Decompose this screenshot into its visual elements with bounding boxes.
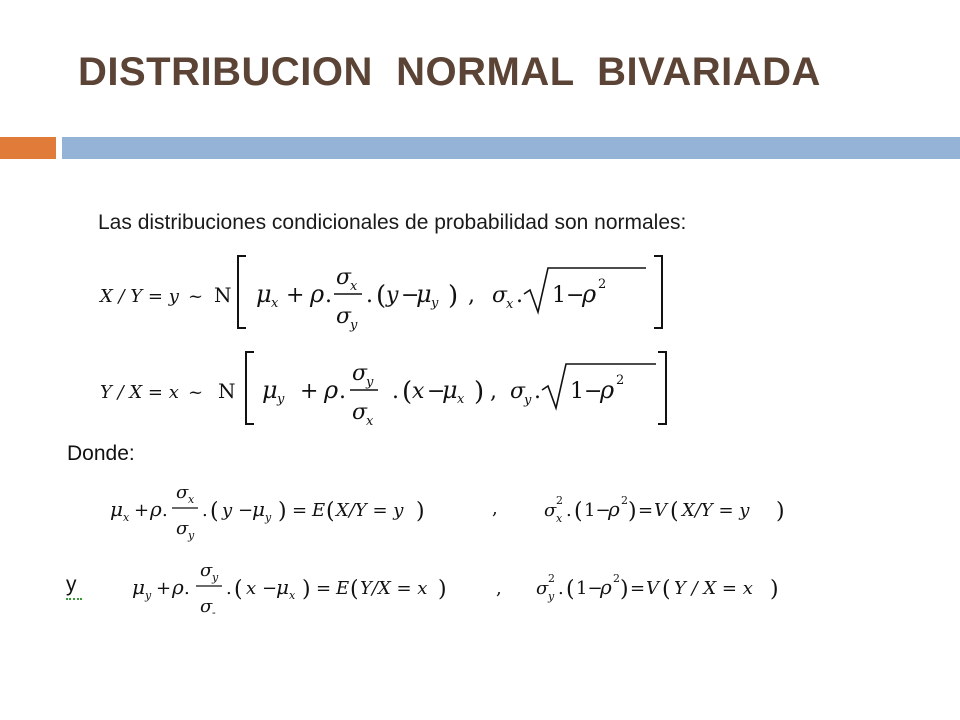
svg-text:.: . [558, 578, 564, 599]
svg-text:N: N [218, 379, 236, 403]
svg-text:Y/X = x: Y/X = x [360, 578, 428, 599]
svg-text:ρ: ρ [172, 575, 184, 599]
svg-text:+: + [134, 500, 150, 521]
formula-conditional-x-given-y [96, 250, 676, 332]
svg-text:E: E [312, 500, 326, 521]
svg-text:(: ( [402, 377, 413, 407]
svg-text:2: 2 [616, 373, 625, 388]
slide-title: DISTRIBUCION NORMAL BIVARIADA [78, 50, 821, 94]
svg-text:=: = [630, 578, 646, 599]
svg-text:+: + [156, 578, 172, 599]
svg-text:): ) [628, 499, 637, 524]
svg-text:x: x [271, 296, 279, 311]
svg-text:.: . [566, 500, 572, 521]
svg-text:σ: σ [176, 482, 189, 503]
svg-text:y: y [265, 511, 272, 524]
svg-text:ρ: ρ [150, 497, 162, 521]
svg-text:x: x [412, 379, 425, 404]
svg-text:y: y [366, 375, 374, 390]
svg-text:x: x [506, 297, 514, 312]
svg-text:y: y [431, 296, 439, 311]
svg-text:): ) [776, 499, 785, 524]
svg-text:μ: μ [276, 575, 289, 599]
svg-text:Y / X = x: Y / X = x [674, 578, 753, 599]
svg-text:μ: μ [132, 575, 145, 599]
svg-text:V: V [654, 500, 667, 521]
svg-text:=: = [292, 500, 308, 521]
svg-text:σ: σ [336, 265, 352, 290]
svg-text:.: . [162, 500, 168, 521]
svg-text:σ: σ [492, 283, 508, 308]
svg-text:.: . [325, 283, 332, 308]
svg-text:μ: μ [252, 497, 265, 521]
svg-text:x: x [350, 279, 358, 294]
svg-text:=: = [316, 578, 332, 599]
svg-text:σ: σ [336, 304, 352, 329]
svg-text:X/Y = y: X/Y = y [336, 500, 404, 521]
svg-text:ρ: ρ [600, 575, 612, 599]
svg-text:ρ: ρ [600, 376, 615, 404]
svg-text:,: , [490, 379, 497, 404]
svg-text:2: 2 [621, 494, 628, 507]
svg-text:ρ: ρ [324, 376, 339, 404]
svg-text:−: − [262, 578, 278, 599]
accent-bar-orange [0, 137, 56, 159]
formula-mean-x-given-y [106, 478, 466, 544]
intro-text: Las distribuciones condicionales de probabilidad son normales: [98, 211, 687, 234]
svg-text:,: , [468, 283, 475, 308]
svg-text:): ) [770, 577, 779, 602]
svg-text:σ: σ [352, 400, 368, 425]
donde-label: Donde: [67, 442, 135, 465]
svg-text:y: y [212, 571, 219, 584]
separator-comma: , [492, 498, 498, 519]
formula-variance-x-given-y [540, 478, 800, 544]
svg-text:μ: μ [110, 497, 123, 521]
svg-text:): ) [438, 577, 447, 602]
svg-text:+: + [286, 283, 305, 308]
svg-text:−: − [238, 500, 254, 521]
accent-bar-blue [62, 137, 960, 159]
svg-text:2: 2 [556, 494, 563, 507]
svg-text:1−: 1− [552, 283, 585, 308]
svg-text:−: − [427, 379, 446, 404]
svg-text:): ) [278, 499, 287, 524]
svg-text:~: ~ [188, 286, 204, 307]
svg-text:.: . [392, 379, 399, 404]
svg-text:(: ( [234, 577, 243, 602]
svg-text:x: x [556, 512, 563, 525]
svg-text:y: y [350, 318, 358, 333]
svg-text:(: ( [662, 577, 671, 602]
formula-conditional-y-given-x [96, 346, 676, 428]
svg-text:1−: 1− [570, 379, 603, 404]
svg-text:ρ: ρ [608, 497, 620, 521]
svg-text:.: . [366, 283, 373, 308]
svg-text:2: 2 [613, 572, 620, 585]
svg-text:+: + [300, 379, 319, 404]
svg-text:x: x [188, 493, 195, 506]
svg-text:σ: σ [544, 500, 557, 521]
svg-text:x: x [457, 392, 465, 407]
svg-text:Y / X = x: Y / X = x [100, 382, 179, 403]
svg-text:(: ( [326, 499, 335, 524]
svg-text:.: . [226, 578, 232, 599]
svg-text:(: ( [566, 577, 575, 602]
svg-text:2: 2 [598, 277, 607, 292]
svg-text:): ) [620, 577, 629, 602]
svg-text:ρ: ρ [582, 280, 597, 308]
svg-text:y: y [222, 500, 233, 521]
svg-text:y: y [548, 590, 555, 603]
formula-mean-y-given-x [128, 560, 468, 622]
svg-text:1−: 1− [576, 578, 603, 599]
svg-text:μ: μ [262, 376, 278, 404]
svg-text:.: . [339, 379, 346, 404]
svg-text:-: - [212, 606, 216, 619]
svg-text:σ: σ [176, 518, 189, 539]
svg-text:ρ: ρ [310, 280, 325, 308]
svg-text:y: y [277, 392, 285, 407]
svg-text:~: ~ [188, 382, 204, 403]
svg-text:σ: σ [352, 361, 368, 386]
svg-text:y: y [145, 589, 152, 602]
svg-text:(: ( [210, 499, 219, 524]
svg-text:x: x [246, 578, 257, 599]
svg-text:1−: 1− [584, 500, 611, 521]
svg-text:2: 2 [548, 572, 555, 585]
svg-text:): ) [448, 281, 459, 311]
svg-text:σ: σ [536, 578, 549, 599]
connector-y-text: y [66, 573, 77, 596]
spellcheck-underline [66, 595, 82, 600]
connector-y [66, 573, 77, 597]
svg-text:.: . [202, 500, 208, 521]
svg-text:): ) [416, 499, 425, 524]
svg-text:=: = [638, 500, 654, 521]
svg-text:y: y [188, 529, 195, 542]
svg-text:σ: σ [510, 379, 526, 404]
svg-text:(: ( [376, 281, 387, 311]
svg-text:E: E [336, 578, 350, 599]
svg-text:.: . [516, 283, 523, 308]
svg-text:σ: σ [200, 596, 213, 617]
svg-text:.: . [184, 578, 190, 599]
svg-text:x: x [123, 511, 130, 524]
svg-text:.: . [534, 379, 541, 404]
formula-variance-y-given-x [532, 560, 792, 622]
svg-text:X/Y = y: X/Y = y [682, 500, 750, 521]
svg-text:y: y [386, 283, 399, 308]
svg-text:μ: μ [256, 280, 272, 308]
svg-text:(: ( [350, 577, 359, 602]
separator-comma-2: , [496, 578, 502, 599]
svg-text:): ) [302, 577, 311, 602]
svg-text:(: ( [670, 499, 679, 524]
svg-text:σ: σ [200, 560, 213, 581]
svg-text:−: − [401, 283, 420, 308]
svg-text:y: y [524, 393, 532, 408]
svg-text:(: ( [574, 499, 583, 524]
svg-text:μ: μ [416, 280, 432, 308]
svg-text:V: V [646, 578, 659, 599]
svg-text:x: x [366, 414, 374, 429]
svg-text:): ) [474, 377, 485, 407]
svg-text:x: x [289, 589, 296, 602]
svg-text:X / Y = y: X / Y = y [100, 286, 179, 307]
svg-text:μ: μ [442, 376, 458, 404]
svg-text:N: N [214, 283, 232, 307]
